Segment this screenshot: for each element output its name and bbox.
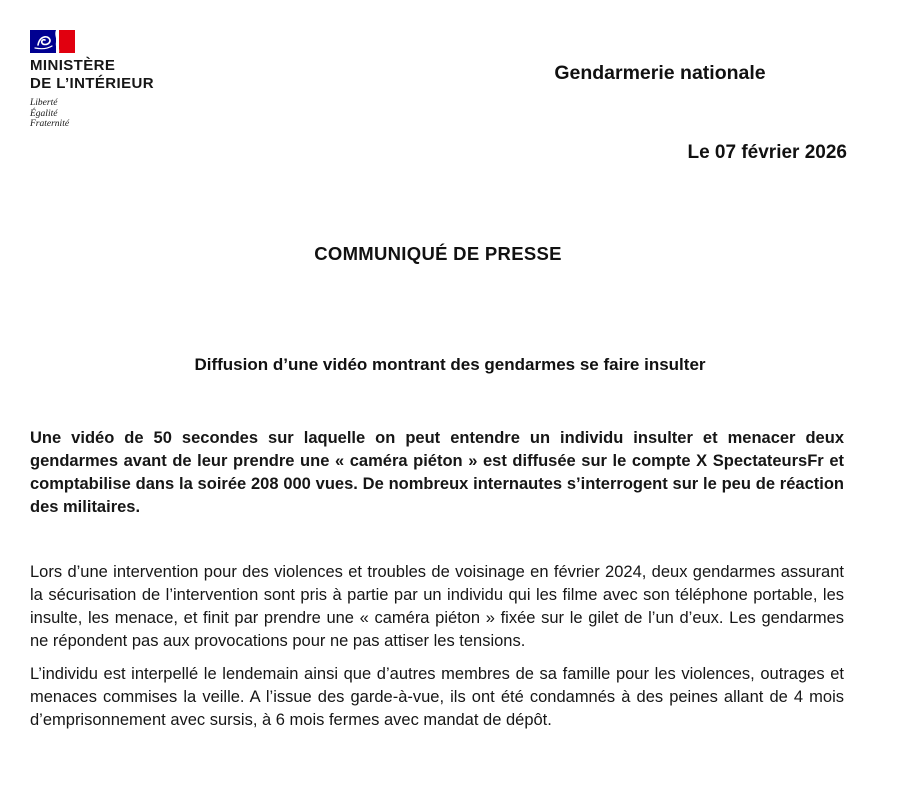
- lead-paragraph: Une vidéo de 50 secondes sur laquelle on peut entendre un individu insulter et menacer deux gendarmes avant de leur prendre une « caméra piéton » est diffusée sur le compte X SpectateursFr et comptabilise dans la soirée 208 000 vues. De nombreux internautes s’interrogent sur le peu de réaction des militaires.: [30, 429, 844, 516]
- body-paragraph-1: Lors d’une intervention pour des violences et troubles de voisinage en février 2024, deux gendarmes assurant la sécurisation de l’intervention sont pris à partie par un individu qui les filme avec son téléphone portable, les insulte, les menace, et finit par prendre une « caméra piéton » fixée sur le gilet de l’un d’eux. Les gendarmes ne répondent pas aux provocations pour ne pas attiser les tensions.: [30, 563, 844, 650]
- body-paragraph-2: L’individu est interpellé le lendemain ainsi que d’autres membres de sa famille pour les violences, outrages et menaces commises la veille. A l’issue des garde-à-vue, ils ont été condamnés à des peines allant de 4 mois d’emprisonnement avec sursis, à 6 mois fermes avec mandat de dépôt.: [30, 665, 844, 729]
- motto-liberte: Liberté: [30, 98, 58, 108]
- press-release-kicker: COMMUNIQUÉ DE PRESSE: [314, 243, 562, 264]
- motto-egalite: Égalité: [30, 108, 58, 119]
- republic-motto: [30, 98, 210, 130]
- document-title: Diffusion d’une vidéo montrant des gendarmes se faire insulter: [194, 355, 706, 374]
- french-flag-icon: [30, 30, 75, 53]
- ministry-name-line1: MINISTÈRE: [30, 57, 116, 74]
- ministry-name-line2: DE L’INTÉRIEUR: [30, 75, 154, 92]
- ministry-logo: [30, 30, 210, 130]
- motto-fraternite: Fraternité: [30, 119, 70, 129]
- organization-title: Gendarmerie nationale: [554, 62, 766, 84]
- document-date: Le 07 février 2026: [687, 142, 847, 163]
